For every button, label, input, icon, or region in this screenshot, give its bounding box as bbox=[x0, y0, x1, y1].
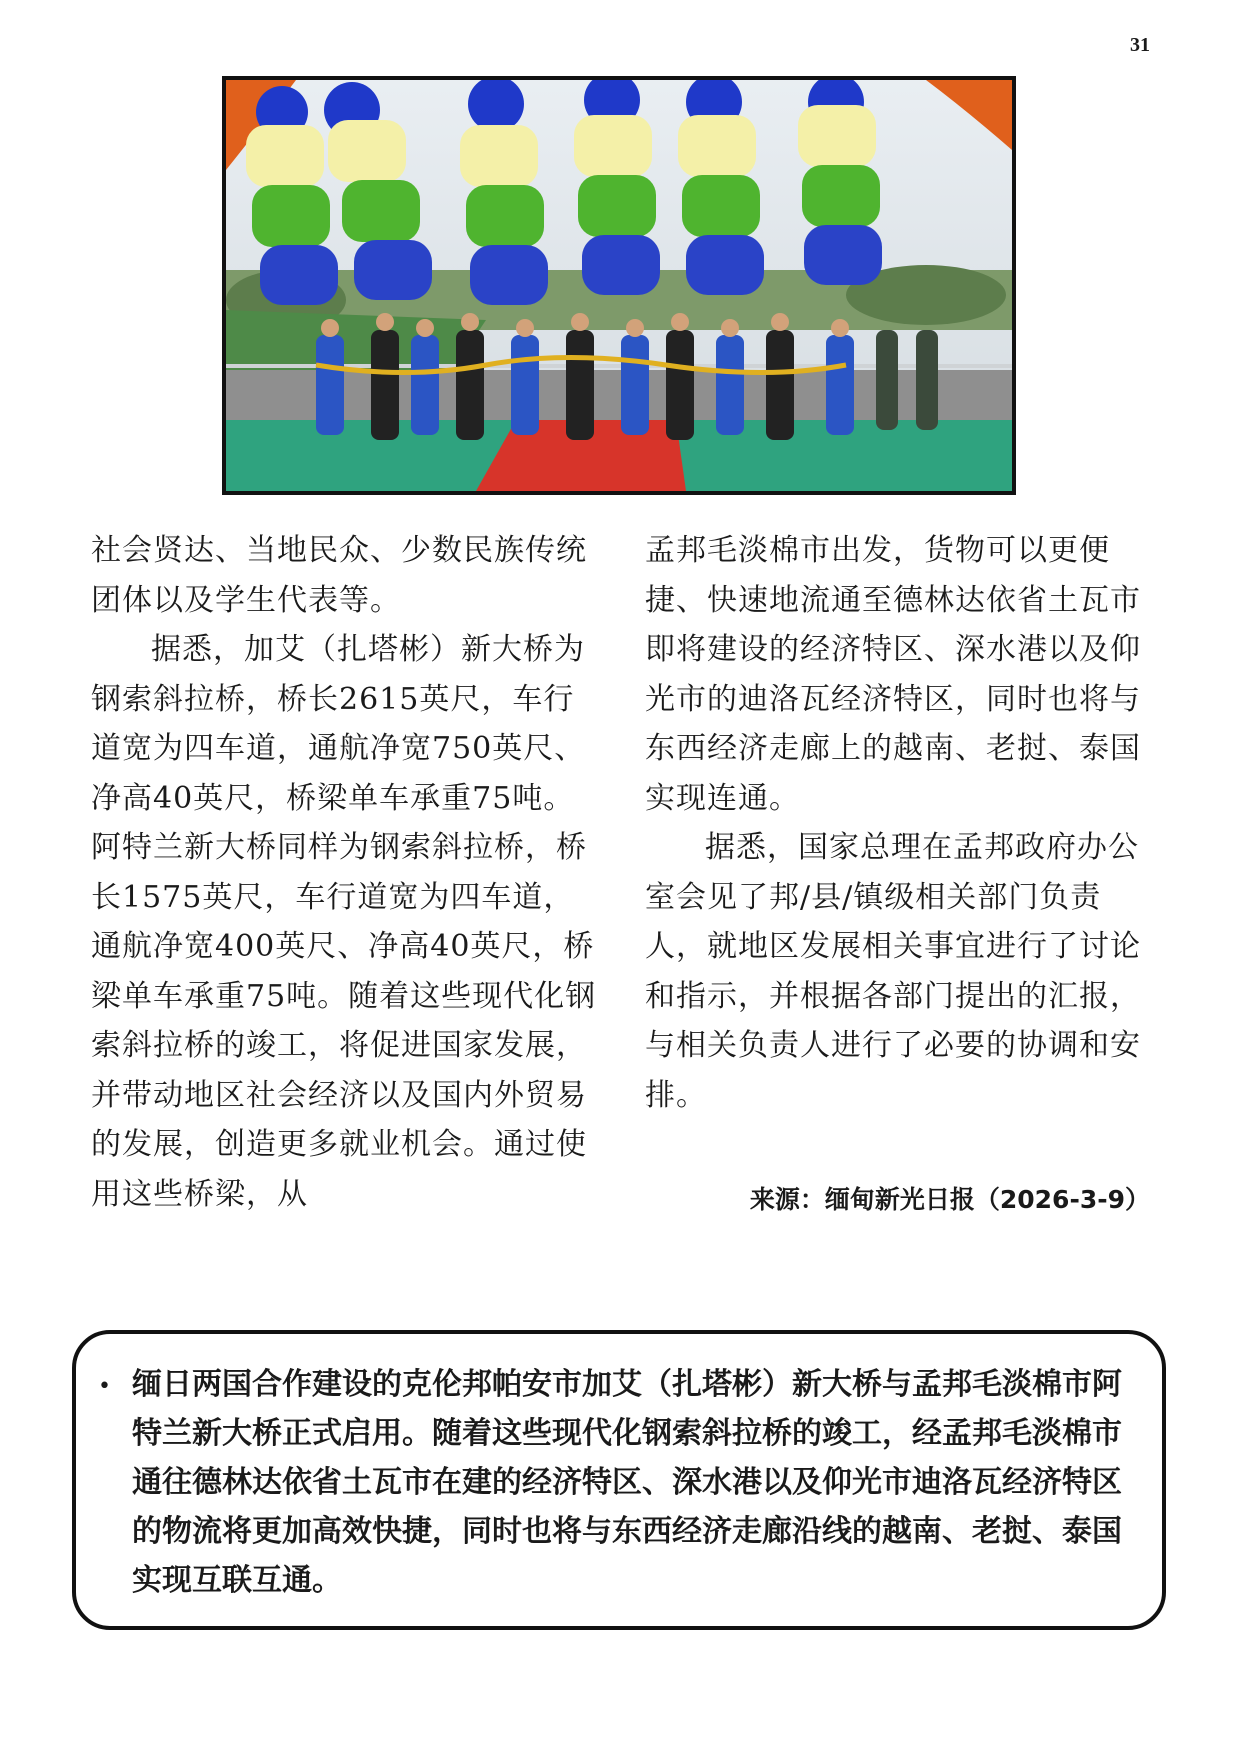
ceremony-photo bbox=[222, 76, 1016, 495]
page-number: 31 bbox=[1130, 34, 1150, 56]
summary-text: 缅日两国合作建设的克伦邦帕安市加艾（扎塔彬）新大桥与孟邦毛淡棉市阿特兰新大桥正式启用。随着这些现代化钢索斜拉桥的竣工，经孟邦毛淡棉市通往德林达依省土瓦市在建的经济特区、深水港以及仰光市迪洛瓦经济特区的物流将更加高效快捷，同时也将与东西经济走廊沿线的越南、老挝、泰国实现互联互通。 bbox=[132, 1367, 1122, 1598]
summary-box bbox=[72, 1330, 1166, 1630]
left-paragraph-1: 社会贤达、当地民众、少数民族传统团体以及学生代表等。 bbox=[91, 533, 587, 618]
left-paragraph-2: 据悉，加艾（扎塔彬）新大桥为钢索斜拉桥，桥长2615英尺，车行道宽为四车道，通航净宽750英尺、净高40英尺，桥梁单车承重75吨。阿特兰新大桥同样为钢索斜拉桥，桥长1575英尺，车行道宽为四车道，通航净宽400英尺、净高40英尺，桥梁单车承重75吨。随着这些现代化钢索斜拉桥的竣工，将促进国家发展，并带动地区社会经济以及国内外贸易的发展，创造更多就业机会。通过使用这些桥梁，从 bbox=[91, 632, 597, 1212]
article-right-column bbox=[645, 526, 1155, 1120]
article-left-column bbox=[91, 526, 601, 1219]
bullet-icon: • bbox=[98, 1374, 111, 1399]
right-paragraph-2: 据悉，国家总理在孟邦政府办公室会见了邦/县/镇级相关部门负责人，就地区发展相关事宜进行了讨论和指示，并根据各部门提出的汇报，与相关负责人进行了必要的协调和安排。 bbox=[645, 830, 1141, 1113]
photo-ribbon-cutting-ceremony-icon bbox=[226, 80, 1012, 491]
right-paragraph-1: 孟邦毛淡棉市出发，货物可以更便捷、快速地流通至德林达依省土瓦市即将建设的经济特区、深水港以及仰光市的迪洛瓦经济特区，同时也将与东西经济走廊上的越南、老挝、泰国实现连通。 bbox=[645, 533, 1141, 816]
article-source: 来源：缅甸新光日报（2026-3-9） bbox=[749, 1185, 1150, 1214]
